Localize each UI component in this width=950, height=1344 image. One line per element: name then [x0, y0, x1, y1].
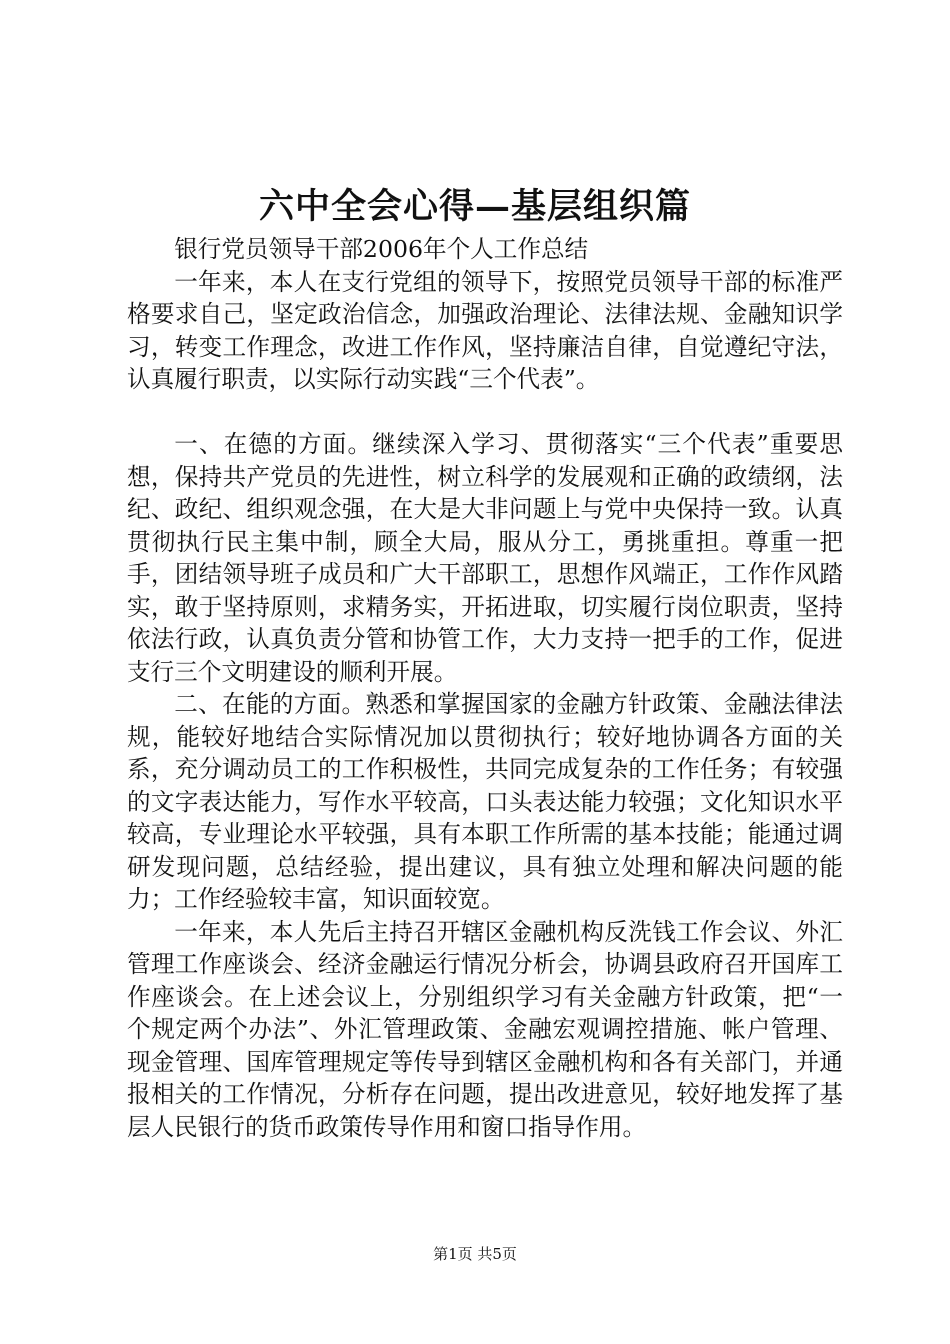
virtue-section-paragraph: 一、在德的方面。继续深入学习、贯彻落实“三个代表”重要思想，保持共产党员的先进性，树立科学的发展观和正确的政绩纲，法纪、政纪、组织观念强，在大是大非问题上与党中央保持一致。认真贯彻执行民主集中制，顾全大局，服从分工，勇挑重担。尊重一把手，团结领导班子成员和广大干部职工，思想作风端正，工作作风踏实，敢于坚持原则，求精务实，开拓进取，切实履行岗位职责，坚持依法行政，认真负责分管和协管工作，大力支持一把手的工作，促进支行三个文明建设的顺利开展。 — [127, 430, 843, 686]
subtitle-paragraph: 银行党员领导干部2006年个人工作总结 — [174, 235, 589, 263]
document-title: 六中全会心得—基层组织篇 — [258, 186, 691, 227]
intro-paragraph: 一年来，本人在支行党组的领导下，按照党员领导干部的标准严格要求自己，坚定政治信念，加强政治理论、法律法规、金融知识学习，转变工作理念，改进工作作风，坚持廉洁自律，自觉遵纪守法，认真履行职责，以实际行动实践“三个代表”。 — [127, 267, 843, 393]
document-body — [127, 233, 843, 1143]
meetings-paragraph: 一年来，本人先后主持召开辖区金融机构反洗钱工作会议、外汇管理工作座谈会、经济金融运行情况分析会，协调县政府召开国库工作座谈会。在上述会议上，分别组织学习有关金融方针政策，把“一个规定两个办法”、外汇管理政策、金融宏观调控措施、帐户管理、现金管理、国库管理规定等传导到辖区金融机构和各有关部门，并通报相关的工作情况，分析存在问题，提出改进意见，较好地发挥了基层人民银行的货币政策传导作用和窗口指导作用。 — [127, 917, 843, 1141]
ability-section-paragraph: 二、在能的方面。熟悉和掌握国家的金融方针政策、金融法律法规，能较好地结合实际情况加以贯彻执行；较好地协调各方面的关系，充分调动员工的工作积极性，共同完成复杂的工作任务；有较强的文字表达能力，写作水平较高，口头表达能力较强；文化知识水平较高，专业理论水平较强，具有本职工作所需的基本技能；能通过调研发现问题，总结经验，提出建议，具有独立处理和解决问题的能力；工作经验较丰富，知识面较宽。 — [127, 690, 843, 913]
page-number-footer: 第1页 共5页 — [433, 1245, 517, 1263]
